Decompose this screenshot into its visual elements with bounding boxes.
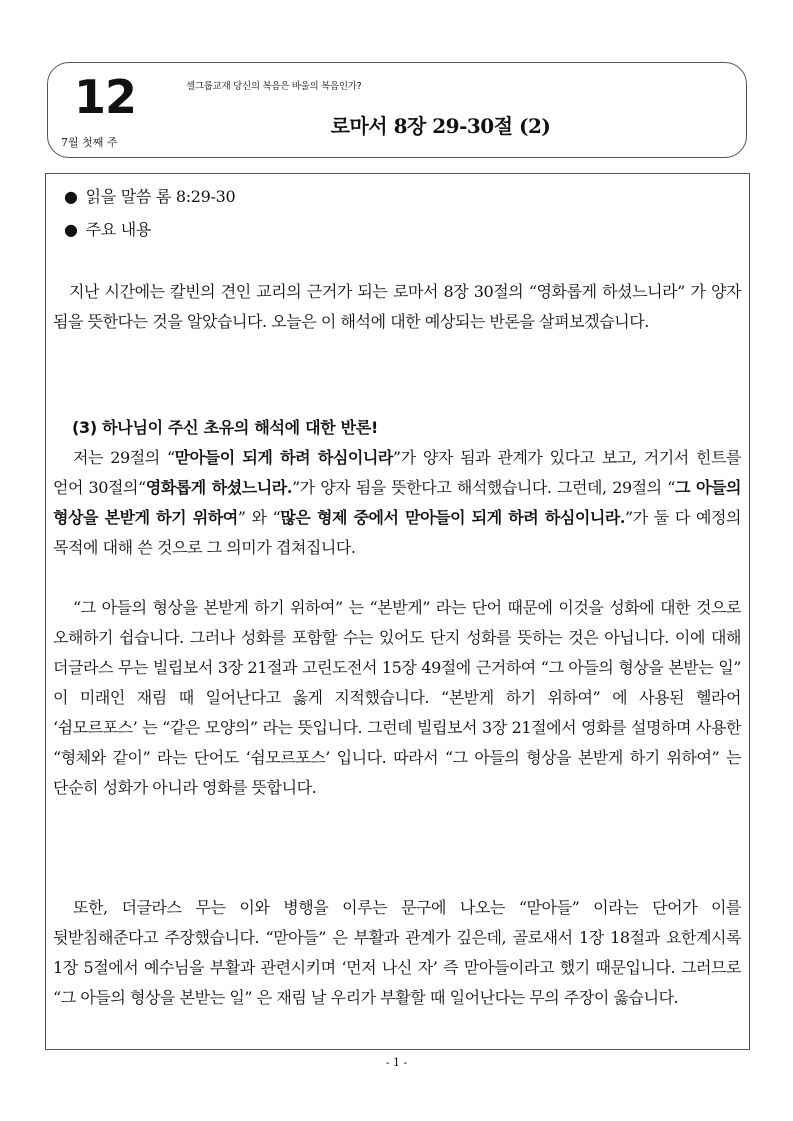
bullet-reading [64, 184, 235, 207]
intro-paragraph: 지난 시간에는 칼빈의 견인 교리의 근거가 되는 로마서 8장 30절의 “영화롭게 하셨느니라” 가 양자 됨을 뜻한다는 것을 알았습니다. 오늘은 이 해석에 대한 예상되는 반론을 살펴보겠습니다. [53, 282, 741, 331]
p1-bold: 그 아들의 형상을 본받게 하기 위하여 [53, 478, 741, 527]
p1-text: ”가 둘 다 예정의 목적에 대해 쓴 것으로 그 의미가 겹쳐집니다. [53, 508, 741, 557]
paragraph-1 [53, 443, 741, 563]
p1-text: ”가 양자 됨을 뜻한다고 해석했습니다. 그런데, 29절의 “ [291, 478, 675, 497]
p1-bold: 맏아들이 되게 하려 하심이니라 [174, 448, 393, 467]
p1-text: 저는 29절의 “ [73, 448, 175, 467]
paragraph-3: 또한, 더글라스 무는 이와 병행을 이루는 문구에 나오는 “맏아들” 이라는 단어가 이를 뒷받침해준다고 주장했습니다. “맏아들” 은 부활과 관계가 깊은데, 골로새서 1장 18절과 요한계시록 1장 5절에서 예수님을 부활과 관련시키며 ‘먼저 나신 자’ 즉 맏아들이라고 했기 때문입니다. 그러므로 “그 아들의 형상을 본받는 일” 은 재림 날 우리가 부활할 때 일어난다는 무의 주장이 옳습니다. [53, 898, 741, 1007]
section-heading: (3) 하나님이 주신 초유의 해석에 대한 반론! [72, 418, 378, 437]
page-title: 로마서 8장 29-30절 (2) [330, 114, 551, 138]
bullet-value: 롬 8:29-30 [151, 187, 236, 206]
week-label: 7월 첫째 주 [61, 136, 118, 149]
p1-bold: 영화롭게 하셨느니라. [145, 478, 292, 497]
p1-text: ”가 양자 됨과 관계가 있다고 보고, 거기서 힌트를 얻어 30절의“ [53, 448, 741, 497]
page-number: - 1 - [385, 1056, 408, 1069]
p1-text: ” 와 “ [237, 508, 281, 527]
bullet-icon: ● [64, 220, 78, 239]
bullet-label: 주요 내용 [85, 220, 152, 239]
subtitle: 셀그룹교재 당신의 복음은 바울의 복음인가? [186, 81, 362, 92]
paragraph-2: “그 아들의 형상을 본받게 하기 위하여” 는 “본받게” 라는 단어 때문에 이것을 성화에 대한 것으로 오해하기 쉽습니다. 그러나 성화를 포함할 수는 있어도 단지 성화를 뜻하는 것은 아닙니다. 이에 대해 더글라스 무는 빌립보서 3장 21절과 고린도전서 15장 49절에 근거하여 “그 아들의 형상을 본받는 일” 이 미래인 재림 때 일어난다고 옳게 지적했습니다. “본받게 하기 위하여” 에 사용된 헬라어 ‘쉼모르포스’ 는 “같은 모양의” 라는 뜻입니다. 그런데 빌립보서 3장 21절에서 영화를 설명하며 사용한 “형체와 같이” 라는 단어도 ‘쉼모르포스’ 입니다. 따라서 “그 아들의 형상을 본받게 하기 위하여” 는 단순히 성화가 아니라 영화를 뜻합니다. [53, 598, 742, 797]
bullet-icon: ● [64, 187, 78, 206]
lesson-number: 12 [74, 70, 137, 124]
p1-bold: 많은 형제 중에서 맏아들이 되게 하려 하심이니라. [280, 508, 625, 527]
bullet-summary [64, 217, 151, 240]
bullet-label: 읽을 말씀 [85, 187, 152, 206]
page-title-wrap [0, 110, 793, 139]
